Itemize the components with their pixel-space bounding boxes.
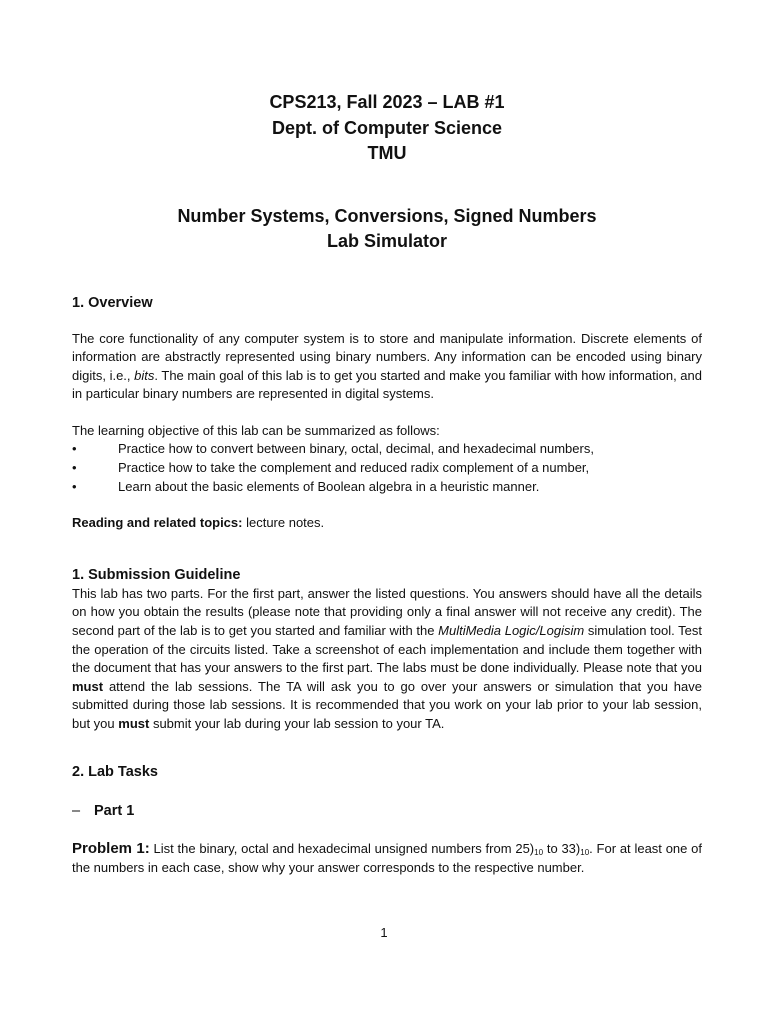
bullet-icon: • — [72, 441, 77, 457]
problem1-paragraph — [72, 840, 702, 877]
university-title: TMU — [367, 143, 407, 163]
problem1-text-2: to 33) — [543, 841, 581, 857]
dash-icon: – — [72, 802, 81, 819]
list-item — [72, 459, 702, 478]
problem1-text-1: List the binary, octal and hexadecimal unsigned numbers from 25) — [149, 841, 535, 857]
part1-label: Part 1 — [94, 802, 135, 819]
list-item — [72, 440, 702, 459]
list-item — [72, 478, 702, 497]
reading-label: Reading and related topics: — [72, 515, 243, 531]
submission-text-3: attend the lab sessions. The TA will ask you to go over your answers or simulation that you have submitted during those lab sessions. It is recommended that you work on your lab prior to your lab session, but you — [72, 678, 702, 731]
objective-text: Practice how to take the complement and reduced radix complement of a number, — [118, 460, 590, 476]
overview-heading: 1. Overview — [72, 294, 153, 311]
course-title: CPS213, Fall 2023 – LAB #1 — [269, 92, 505, 112]
bullet-icon: • — [72, 460, 77, 476]
reading-line — [72, 514, 702, 533]
must-emphasis-1: must — [72, 678, 104, 694]
lab-subtitle: Lab Simulator — [326, 231, 447, 251]
radix-subscript-2: 10 — [580, 848, 590, 858]
submission-heading: 1. Submission Guideline — [72, 566, 241, 583]
bullet-icon: • — [72, 478, 77, 494]
title-block — [72, 90, 702, 255]
submission-text-1: This lab has two parts. For the first part, answer the listed questions. You answers should have all the details on how you obtain the results (please note that providing only a final answer will not receive any credit). The second part of the lab is to get you started and familiar with the — [72, 585, 702, 639]
overview-paragraph — [72, 330, 702, 404]
problem1-text-3: . For at least one of the numbers in each case, show why your answer corresponds to the respective number. — [72, 841, 703, 875]
bits-term: bits — [134, 367, 155, 383]
reading-value: lecture notes. — [242, 515, 325, 531]
objective-intro: The learning objective of this lab can be summarized as follows: — [72, 422, 440, 438]
department-title: Dept. of Computer Science — [271, 117, 503, 138]
simulator-name: MultiMedia Logic/Logisim — [438, 623, 585, 639]
submission-text-2: simulation tool. Test the operation of the circuits listed. Take a screenshot of each implementation and include them together with the document that has your answers to the first part. The labs must be done individually. Please note that you — [72, 623, 703, 676]
overview-text-b: . The main goal of this lab is to get you started and make you familiar with how information, and in particular binary numbers are represented in digital systems. — [72, 367, 702, 402]
page-number: 1 — [380, 925, 388, 940]
part1-heading — [72, 802, 702, 821]
objective-text: Learn about the basic elements of Boolean algebra in a heuristic manner. — [118, 478, 540, 494]
title-spacer — [72, 167, 702, 204]
problem1-label: Problem 1: — [72, 840, 150, 858]
lab-tasks-heading: 2. Lab Tasks — [72, 763, 158, 780]
objective-list — [72, 440, 702, 496]
submission-text-4: submit your lab during your lab session to your TA. — [149, 716, 445, 731]
objective-text: Practice how to convert between binary, octal, decimal, and hexadecimal numbers, — [118, 441, 594, 457]
lab-topic-title: Number Systems, Conversions, Signed Numbers — [177, 205, 597, 226]
overview-text-a: The core functionality of any computer system is to store and manipulate information. Discrete elements of information are abstractly represented using binary numbers. Any information can be encoded using binary digits, i.e., — [72, 330, 702, 383]
must-emphasis-2: must — [118, 716, 150, 731]
submission-paragraph — [72, 585, 702, 734]
document-content — [72, 90, 702, 877]
radix-subscript-1: 10 — [534, 848, 544, 858]
